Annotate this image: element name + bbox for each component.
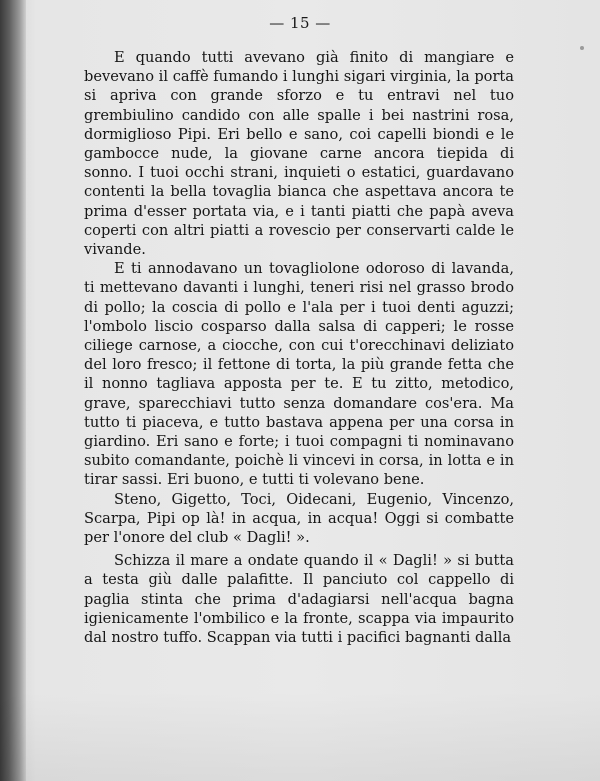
page-number: — 15 — — [269, 14, 331, 32]
paragraph-1: E quando tutti avevano già finito di mangiare e bevevano il caffè fumando i lunghi sigari virginia, la porta si apriva con grande sforzo e tu entravi nel tuo grembiulino candido con alle spalle i bei nastrini rosa, dormiglioso Pipi. Eri bello e sano, coi capelli biondi e le gambocce nude, la giovane carne ancora tiepida di sonno. I tuoi occhi strani, inquieti o estatici, guardavano contenti la bella tovaglia bianca che aspettava ancora te prima d'esser portata via, e i tanti piatti che papà aveva coperti con altri piatti a rovescio per conservarti calde le vivande. — [84, 49, 514, 259]
paper-speck — [580, 46, 584, 50]
page-bottom-shade — [0, 691, 600, 781]
paragraph-4: Schizza il mare a ondate quando il « Dagli! » si butta a testa giù dalle palafitte. Il panciuto col cappello di paglia stinta che prima d'adagiarsi nell'acqua bagna igienicamente l'ombilico e la fronte, scappa via impaurito dal nostro tuffo. Scappan via tutti i pacifici bagnanti dalla — [84, 552, 514, 647]
page-body-text — [84, 48, 514, 647]
paragraph-3: Steno, Gigetto, Toci, Oidecani, Eugenio, Vincenzo, Scarpa, Pipi op là! in acqua, in acqua! Oggi si combatte per l'onore del club « Dagli! ». — [84, 490, 514, 547]
paragraph-2: E ti annodavano un tovagliolone odoroso di lavanda, ti mettevano davanti i lunghi, teneri risi nel grasso brodo di pollo; la coscia di pollo e l'ala per i tuoi denti aguzzi; l'ombolo liscio cosparso dalla salsa di capperi; le rosse ciliege carnose, a ciocche, con cui t'orecchinavi deliziato del loro fresco; il fettone di torta, la più grande fetta che il nonno tagliava apposta per te. E tu zitto, metodico, grave, sparecchiavi tutto senza domandare cos'era. Ma tutto ti piaceva, e tutto bastava appena per una corsa in giardino. Eri sano e forte; i tuoi compagni ti nominavano subito comandante, poichè li vincevi in corsa, in lotta e in tirar sassi. Eri buono, e tutti ti volevano bene. — [84, 260, 514, 489]
book-spine-shadow — [0, 0, 26, 781]
